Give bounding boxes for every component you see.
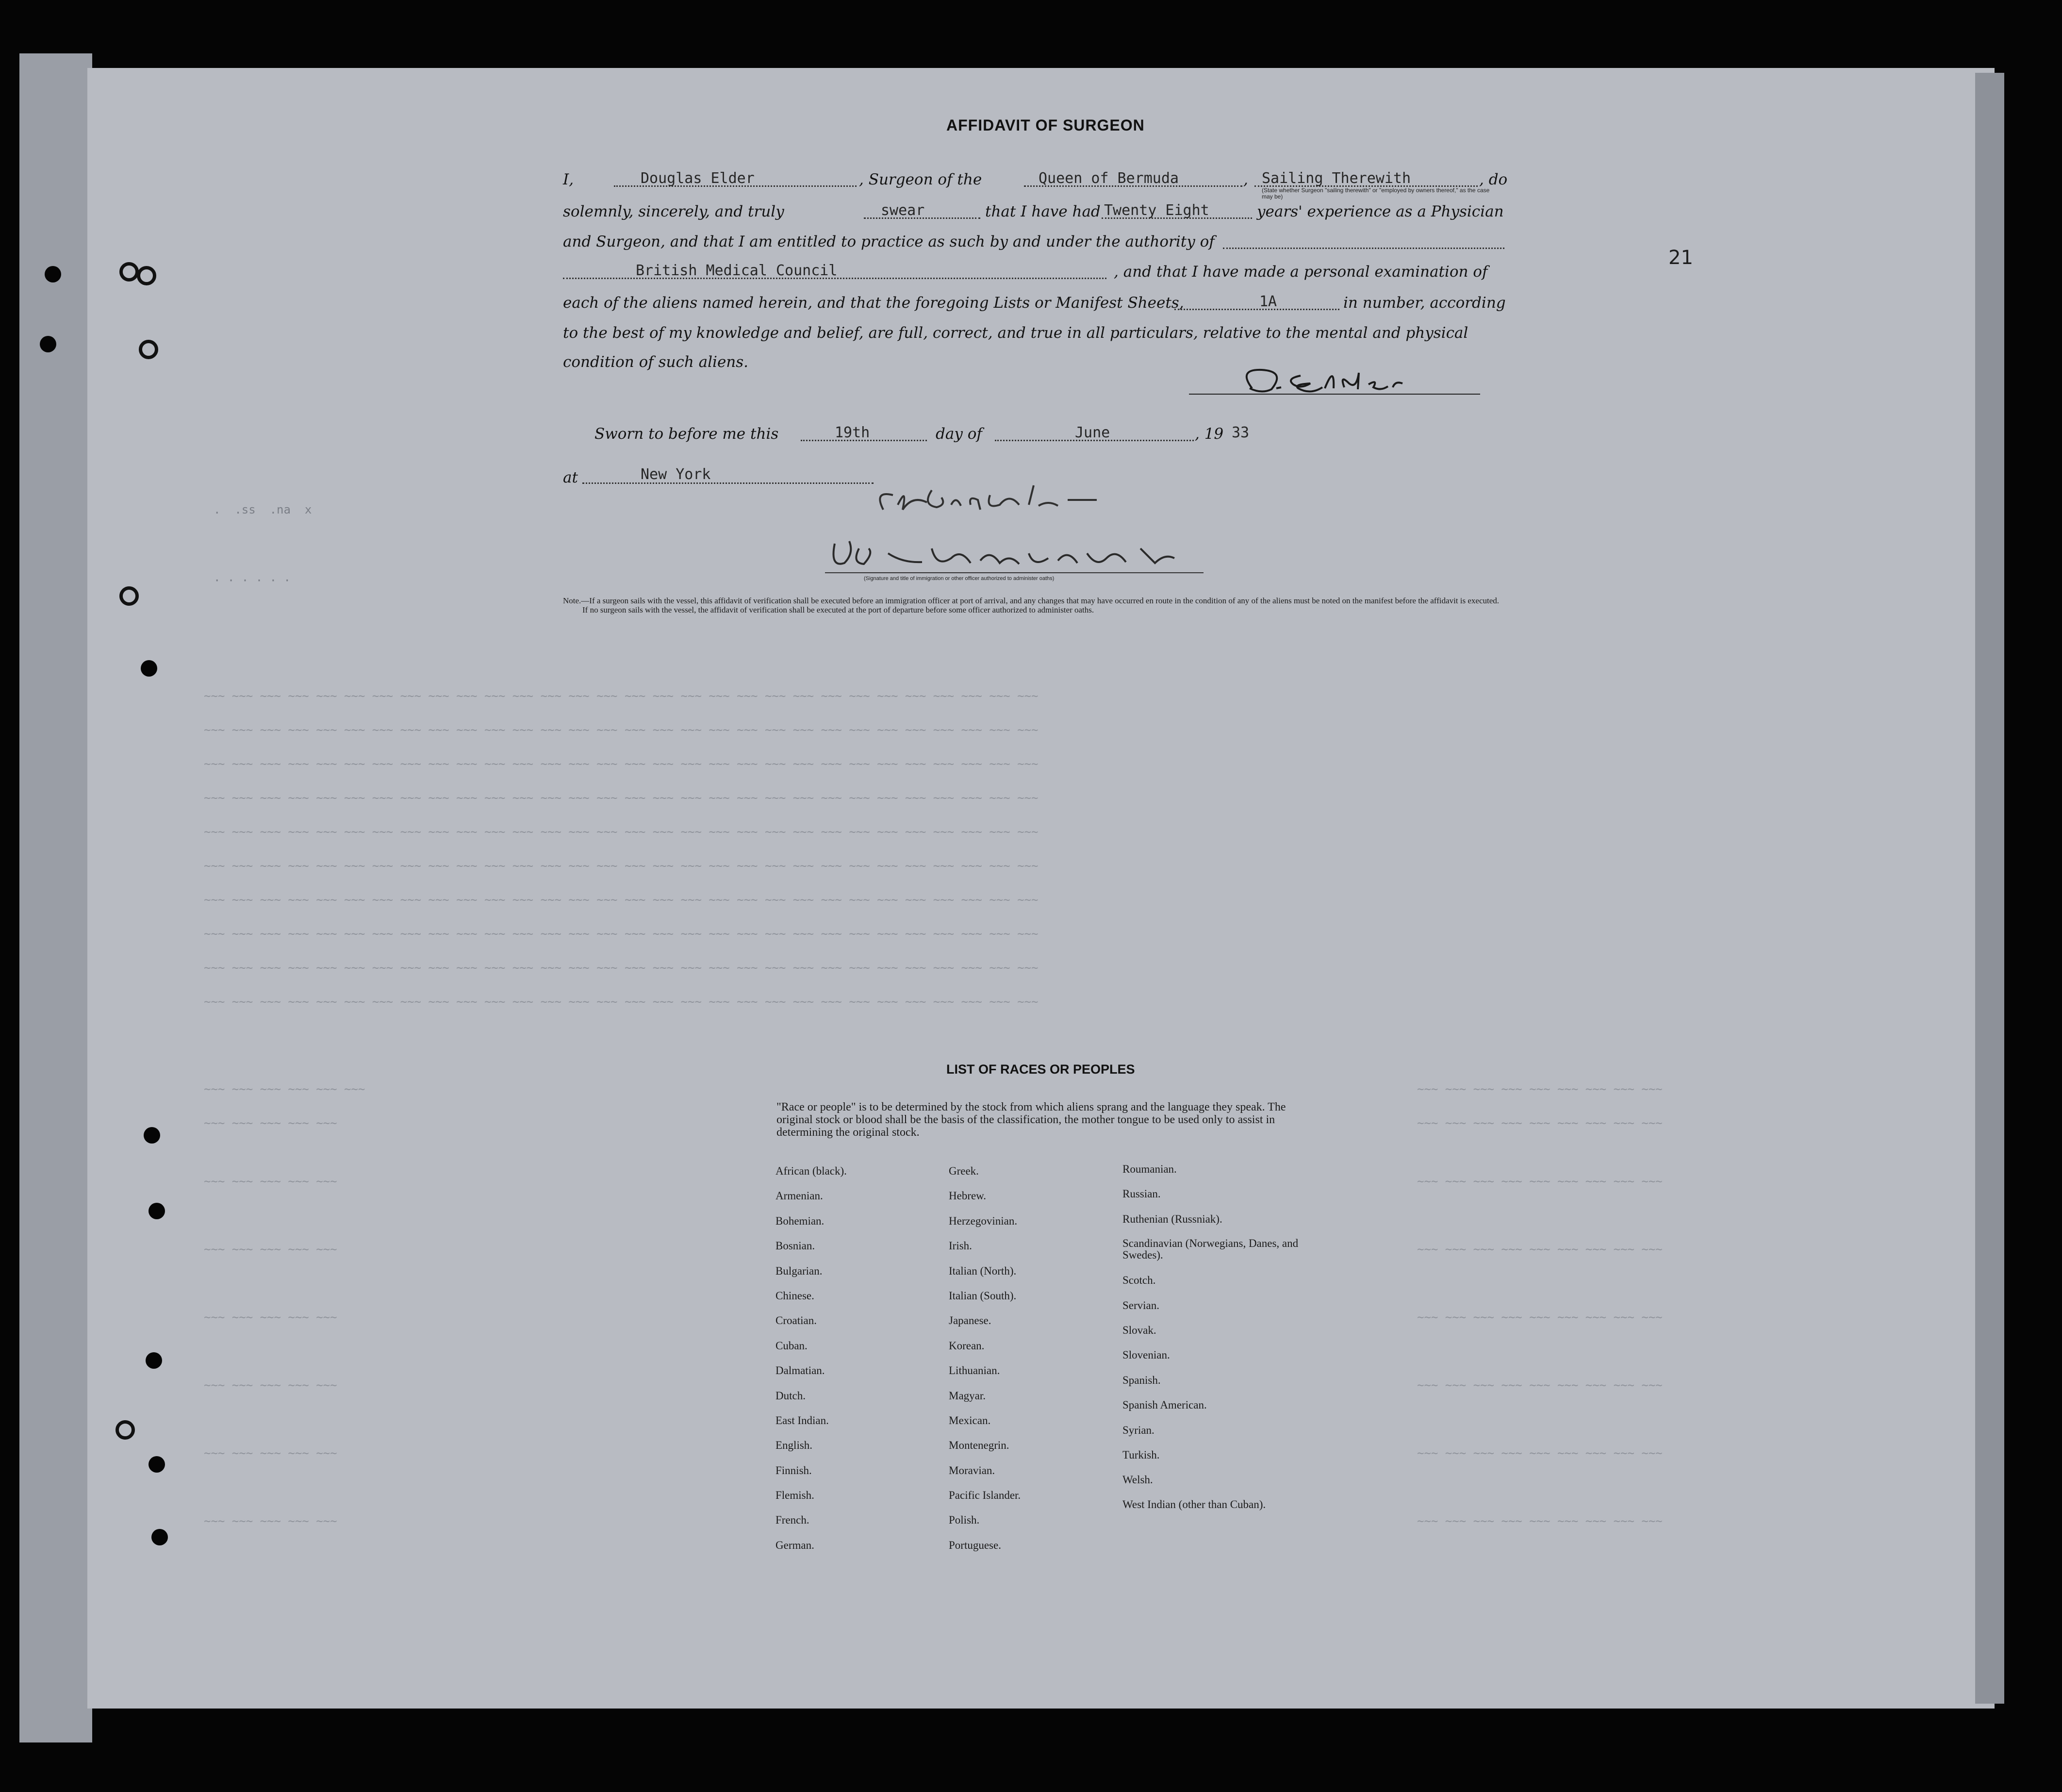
officer-caption: (Signature and title of immigration or other officer authorized to administer oaths) (864, 576, 1055, 581)
races-title: LIST OF RACES OR PEOPLES (946, 1062, 1135, 1077)
race-item: Italian (North). (949, 1264, 1017, 1277)
at-label: at (563, 469, 578, 486)
binder-hole (146, 1352, 162, 1369)
sailing-note: (State whether Surgeon "sailing therewith" or "employed by owners thereof," as the case may be) (1262, 187, 1490, 200)
ghost-text: ~~~ ~~~ ~~~ ~~~ ~~~ (204, 1514, 337, 1528)
affidavit-text: each of the aliens named herein, and that the foregoing Lists or Manifest Sheets, (563, 294, 1184, 312)
sworn-text: , 19 (1195, 425, 1224, 443)
ghost-text: ~~~ ~~~ ~~~ ~~~ ~~~ ~~~ ~~~ ~~~ ~~~ ~~~ ~~~ ~~~ ~~~ ~~~ ~~~ ~~~ ~~~ ~~~ ~~~ ~~~ ~~~ ~~~ ~~~ ~~~ ~~~ ~~~ ~~~ ~~~ ~~~ ~~~ (204, 689, 1039, 703)
race-item: Slovak. (1122, 1324, 1156, 1336)
race-item: Dalmatian. (775, 1364, 825, 1377)
race-item: Croatian. (775, 1314, 817, 1327)
binder-hole (148, 1456, 165, 1473)
ghost-text: ~~~ ~~~ ~~~ ~~~ ~~~ ~~~ ~~~ ~~~ ~~~ ~~~ ~~~ ~~~ ~~~ ~~~ ~~~ ~~~ ~~~ ~~~ ~~~ ~~~ ~~~ ~~~ ~~~ ~~~ ~~~ ~~~ ~~~ ~~~ ~~~ ~~~ (204, 893, 1039, 907)
ghost-text: ~~~ ~~~ ~~~ ~~~ ~~~ ~~~ ~~~ ~~~ ~~~ (1417, 1243, 1663, 1256)
race-item: English. (775, 1439, 813, 1452)
ghost-text: · · · · · · (214, 574, 291, 587)
binder-hole (119, 586, 139, 606)
sheet-right-edge (1975, 73, 2004, 1704)
race-item: Bulgarian. (775, 1264, 823, 1277)
affidavit-text: condition of such aliens. (563, 353, 749, 371)
binder-hole (119, 262, 139, 282)
ghost-text: ~~~ ~~~ ~~~ ~~~ ~~~ ~~~ (204, 1082, 365, 1096)
surgeon-name: Douglas Elder (641, 170, 755, 187)
race-item: Ruthenian (Russniak). (1122, 1212, 1222, 1225)
sailing-status: Sailing Therewith (1262, 170, 1411, 187)
fill-line (1174, 309, 1339, 310)
race-item: Flemish. (775, 1489, 814, 1502)
ghost-text: ~~~ ~~~ ~~~ ~~~ ~~~ ~~~ ~~~ ~~~ ~~~ ~~~ ~~~ ~~~ ~~~ ~~~ ~~~ ~~~ ~~~ ~~~ ~~~ ~~~ ~~~ ~~~ ~~~ ~~~ ~~~ ~~~ ~~~ ~~~ ~~~ ~~~ (204, 825, 1039, 839)
ghost-text: ~~~ ~~~ ~~~ ~~~ ~~~ (204, 1446, 337, 1460)
race-item: Russian. (1122, 1188, 1161, 1200)
ghost-text: ~~~ ~~~ ~~~ ~~~ ~~~ ~~~ ~~~ ~~~ ~~~ (1417, 1175, 1663, 1188)
affidavit-i: I, (563, 171, 574, 188)
race-item: Spanish. (1122, 1374, 1161, 1386)
race-item: Lithuanian. (949, 1364, 1000, 1377)
officer-title-handwritten (825, 534, 1204, 578)
race-item: Slovenian. (1122, 1349, 1170, 1361)
note-paragraph-2: If no surgeon sails with the vessel, the affidavit of verification shall be executed at the port of departure before some officer authorized to administer oaths. (582, 605, 1094, 614)
affidavit-text: solemnly, sincerely, and truly (563, 203, 784, 220)
race-item: West Indian (other than Cuban). (1122, 1498, 1266, 1510)
ghost-text: ~~~ ~~~ ~~~ ~~~ ~~~ (204, 1311, 337, 1324)
ghost-text: ~~~ ~~~ ~~~ ~~~ ~~~ ~~~ ~~~ ~~~ ~~~ ~~~ ~~~ ~~~ ~~~ ~~~ ~~~ ~~~ ~~~ ~~~ ~~~ ~~~ ~~~ ~~~ ~~~ ~~~ ~~~ ~~~ ~~~ ~~~ ~~~ ~~~ (204, 927, 1039, 941)
race-item: Bosnian. (775, 1240, 815, 1252)
race-item: Cuban. (775, 1339, 808, 1352)
surgeon-signature (1189, 359, 1480, 398)
race-item: Irish. (949, 1240, 972, 1252)
race-item: Moravian. (949, 1464, 995, 1477)
race-item: Turkish. (1122, 1448, 1160, 1461)
affidavit-title: AFFIDAVIT OF SURGEON (946, 116, 1145, 134)
races-column-1 (775, 1165, 940, 1564)
ghost-text: ~~~ ~~~ ~~~ ~~~ ~~~ ~~~ ~~~ ~~~ ~~~ ~~~ ~~~ ~~~ ~~~ ~~~ ~~~ ~~~ ~~~ ~~~ ~~~ ~~~ ~~~ ~~~ ~~~ ~~~ ~~~ ~~~ ~~~ ~~~ ~~~ ~~~ (204, 859, 1039, 873)
binder-hole (115, 1420, 135, 1440)
affidavit-text: , and that I have made a personal examination of (1114, 263, 1488, 281)
race-item: Syrian. (1122, 1424, 1155, 1436)
ghost-text: ~~~ ~~~ ~~~ ~~~ ~~~ ~~~ ~~~ ~~~ ~~~ ~~~ ~~~ ~~~ ~~~ ~~~ ~~~ ~~~ ~~~ ~~~ ~~~ ~~~ ~~~ ~~~ ~~~ ~~~ ~~~ ~~~ ~~~ ~~~ ~~~ ~~~ (204, 961, 1039, 975)
binder-hole (45, 266, 61, 282)
race-item: Polish. (949, 1514, 980, 1527)
ghost-text: ~~~ ~~~ ~~~ ~~~ ~~~ ~~~ ~~~ ~~~ ~~~ ~~~ ~~~ ~~~ ~~~ ~~~ ~~~ ~~~ ~~~ ~~~ ~~~ ~~~ ~~~ ~~~ ~~~ ~~~ ~~~ ~~~ ~~~ ~~~ ~~~ ~~~ (204, 791, 1039, 805)
ghost-text: . .ss .na x (214, 503, 312, 516)
affidavit-text: , Surgeon of the (859, 171, 982, 188)
race-item: Spanish American. (1122, 1399, 1207, 1411)
sworn-day: 19th (835, 424, 870, 441)
ghost-text: ~~~ ~~~ ~~~ ~~~ ~~~ (204, 1243, 337, 1256)
affidavit-text: , do (1479, 171, 1508, 188)
ghost-text: ~~~ ~~~ ~~~ ~~~ ~~~ ~~~ ~~~ ~~~ ~~~ ~~~ ~~~ ~~~ ~~~ ~~~ ~~~ ~~~ ~~~ ~~~ ~~~ ~~~ ~~~ ~~~ ~~~ ~~~ ~~~ ~~~ ~~~ ~~~ ~~~ ~~~ (204, 995, 1039, 1009)
ghost-text: ~~~ ~~~ ~~~ ~~~ ~~~ ~~~ ~~~ ~~~ ~~~ (1417, 1311, 1663, 1324)
comma: , (1243, 171, 1248, 188)
race-item: Scotch. (1122, 1274, 1156, 1287)
ghost-text: ~~~ ~~~ ~~~ ~~~ ~~~ (204, 1378, 337, 1392)
sworn-year: 33 (1232, 424, 1250, 441)
note-block (563, 596, 1509, 614)
race-item: Scandinavian (Norwegians, Danes, and Swedes). (1122, 1237, 1299, 1261)
race-item: Armenian. (775, 1190, 823, 1202)
note-paragraph-1: Note.—If a surgeon sails with the vessel, this affidavit of verification shall be executed before an immigration officer at port of arrival, and any changes that may have occurred en route in the condition of any of the aliens must be noted on the manifest before the affidavit is executed. (563, 596, 1500, 605)
officer-signature (864, 476, 1155, 534)
race-item: Servian. (1122, 1299, 1160, 1311)
sworn-place: New York (641, 466, 711, 483)
race-item: Mexican. (949, 1414, 991, 1427)
sworn-text: Sworn to before me this (594, 425, 779, 443)
race-item: Hebrew. (949, 1190, 987, 1202)
years-experience: Twenty Eight (1104, 202, 1209, 219)
ghost-text: ~~~ ~~~ ~~~ ~~~ ~~~ ~~~ ~~~ ~~~ ~~~ (1417, 1514, 1663, 1528)
fill-line (1223, 248, 1504, 249)
race-item: Chinese. (775, 1289, 814, 1302)
race-item: African (black). (775, 1165, 847, 1177)
binder-hole (139, 340, 158, 359)
ghost-text: ~~~ ~~~ ~~~ ~~~ ~~~ ~~~ ~~~ ~~~ ~~~ (1417, 1446, 1663, 1460)
race-item: Korean. (949, 1339, 985, 1352)
race-item: Dutch. (775, 1389, 806, 1402)
sheet-count: 1A (1259, 293, 1277, 310)
race-item: Montenegrin. (949, 1439, 1009, 1452)
affidavit-text: that I have had (985, 203, 1101, 220)
binder-hole (40, 336, 56, 352)
race-item: German. (775, 1539, 814, 1551)
binder-hole (137, 266, 156, 285)
races-column-2 (949, 1165, 1114, 1564)
affidavit-text: in number, according (1343, 294, 1506, 312)
binder-hole (141, 660, 157, 677)
affidavit-text: to the best of my knowledge and belief, are full, correct, and true in all particulars, relative to the mental and physical (563, 324, 1468, 342)
binder-hole (148, 1203, 165, 1219)
authority: British Medical Council (636, 262, 838, 279)
fill-line (582, 482, 874, 484)
ghost-text: ~~~ ~~~ ~~~ ~~~ ~~~ ~~~ ~~~ ~~~ ~~~ (1417, 1378, 1663, 1392)
race-item: East Indian. (775, 1414, 829, 1427)
race-item: Portuguese. (949, 1539, 1001, 1551)
affidavit-text: and Surgeon, and that I am entitled to practice as such by and under the authority of (563, 233, 1215, 250)
race-item: Herzegovinian. (949, 1214, 1018, 1227)
affidavit-text: years' experience as a Physician (1257, 203, 1504, 220)
race-item: Greek. (949, 1165, 979, 1177)
sworn-text: day of (936, 425, 982, 443)
race-item: Magyar. (949, 1389, 986, 1402)
races-column-3 (1122, 1163, 1317, 1528)
race-item: French. (775, 1514, 809, 1527)
race-item: Welsh. (1122, 1474, 1153, 1486)
ghost-text: ~~~ ~~~ ~~~ ~~~ ~~~ ~~~ ~~~ ~~~ ~~~ ~~~ ~~~ ~~~ ~~~ ~~~ ~~~ ~~~ ~~~ ~~~ ~~~ ~~~ ~~~ ~~~ ~~~ ~~~ ~~~ ~~~ ~~~ ~~~ ~~~ ~~~ (204, 723, 1039, 737)
races-intro: "Race or people" is to be determined by the stock from which aliens sprang and the language they speak. The original stock or blood shall be the basis of the classification, the mother tongue to be used only to assist in determining the original stock. (776, 1101, 1286, 1139)
binder-hole (151, 1529, 168, 1545)
ghost-text: ~~~ ~~~ ~~~ ~~~ ~~~ ~~~ ~~~ ~~~ ~~~ (1417, 1082, 1663, 1096)
race-item: Bohemian. (775, 1214, 825, 1227)
ghost-text: ~~~ ~~~ ~~~ ~~~ ~~~ ~~~ ~~~ ~~~ ~~~ (1417, 1116, 1663, 1130)
page-number: 21 (1668, 247, 1693, 269)
ghost-text: ~~~ ~~~ ~~~ ~~~ ~~~ (204, 1175, 337, 1188)
affidavit-line-1 (563, 171, 574, 188)
race-item: Japanese. (949, 1314, 991, 1327)
back-sheet-edge (19, 53, 92, 1742)
race-item: Roumanian. (1122, 1163, 1177, 1175)
vessel-name: Queen of Bermuda (1039, 170, 1179, 187)
race-item: Pacific Islander. (949, 1489, 1021, 1502)
ghost-text: ~~~ ~~~ ~~~ ~~~ ~~~ ~~~ ~~~ ~~~ ~~~ ~~~ ~~~ ~~~ ~~~ ~~~ ~~~ ~~~ ~~~ ~~~ ~~~ ~~~ ~~~ ~~~ ~~~ ~~~ ~~~ ~~~ ~~~ ~~~ ~~~ ~~~ (204, 757, 1039, 771)
oath-type: swear (881, 202, 925, 219)
sworn-month: June (1075, 424, 1110, 441)
ghost-text: ~~~ ~~~ ~~~ ~~~ ~~~ (204, 1116, 337, 1130)
race-item: Italian (South). (949, 1289, 1017, 1302)
race-item: Finnish. (775, 1464, 812, 1477)
binder-hole (144, 1127, 160, 1144)
